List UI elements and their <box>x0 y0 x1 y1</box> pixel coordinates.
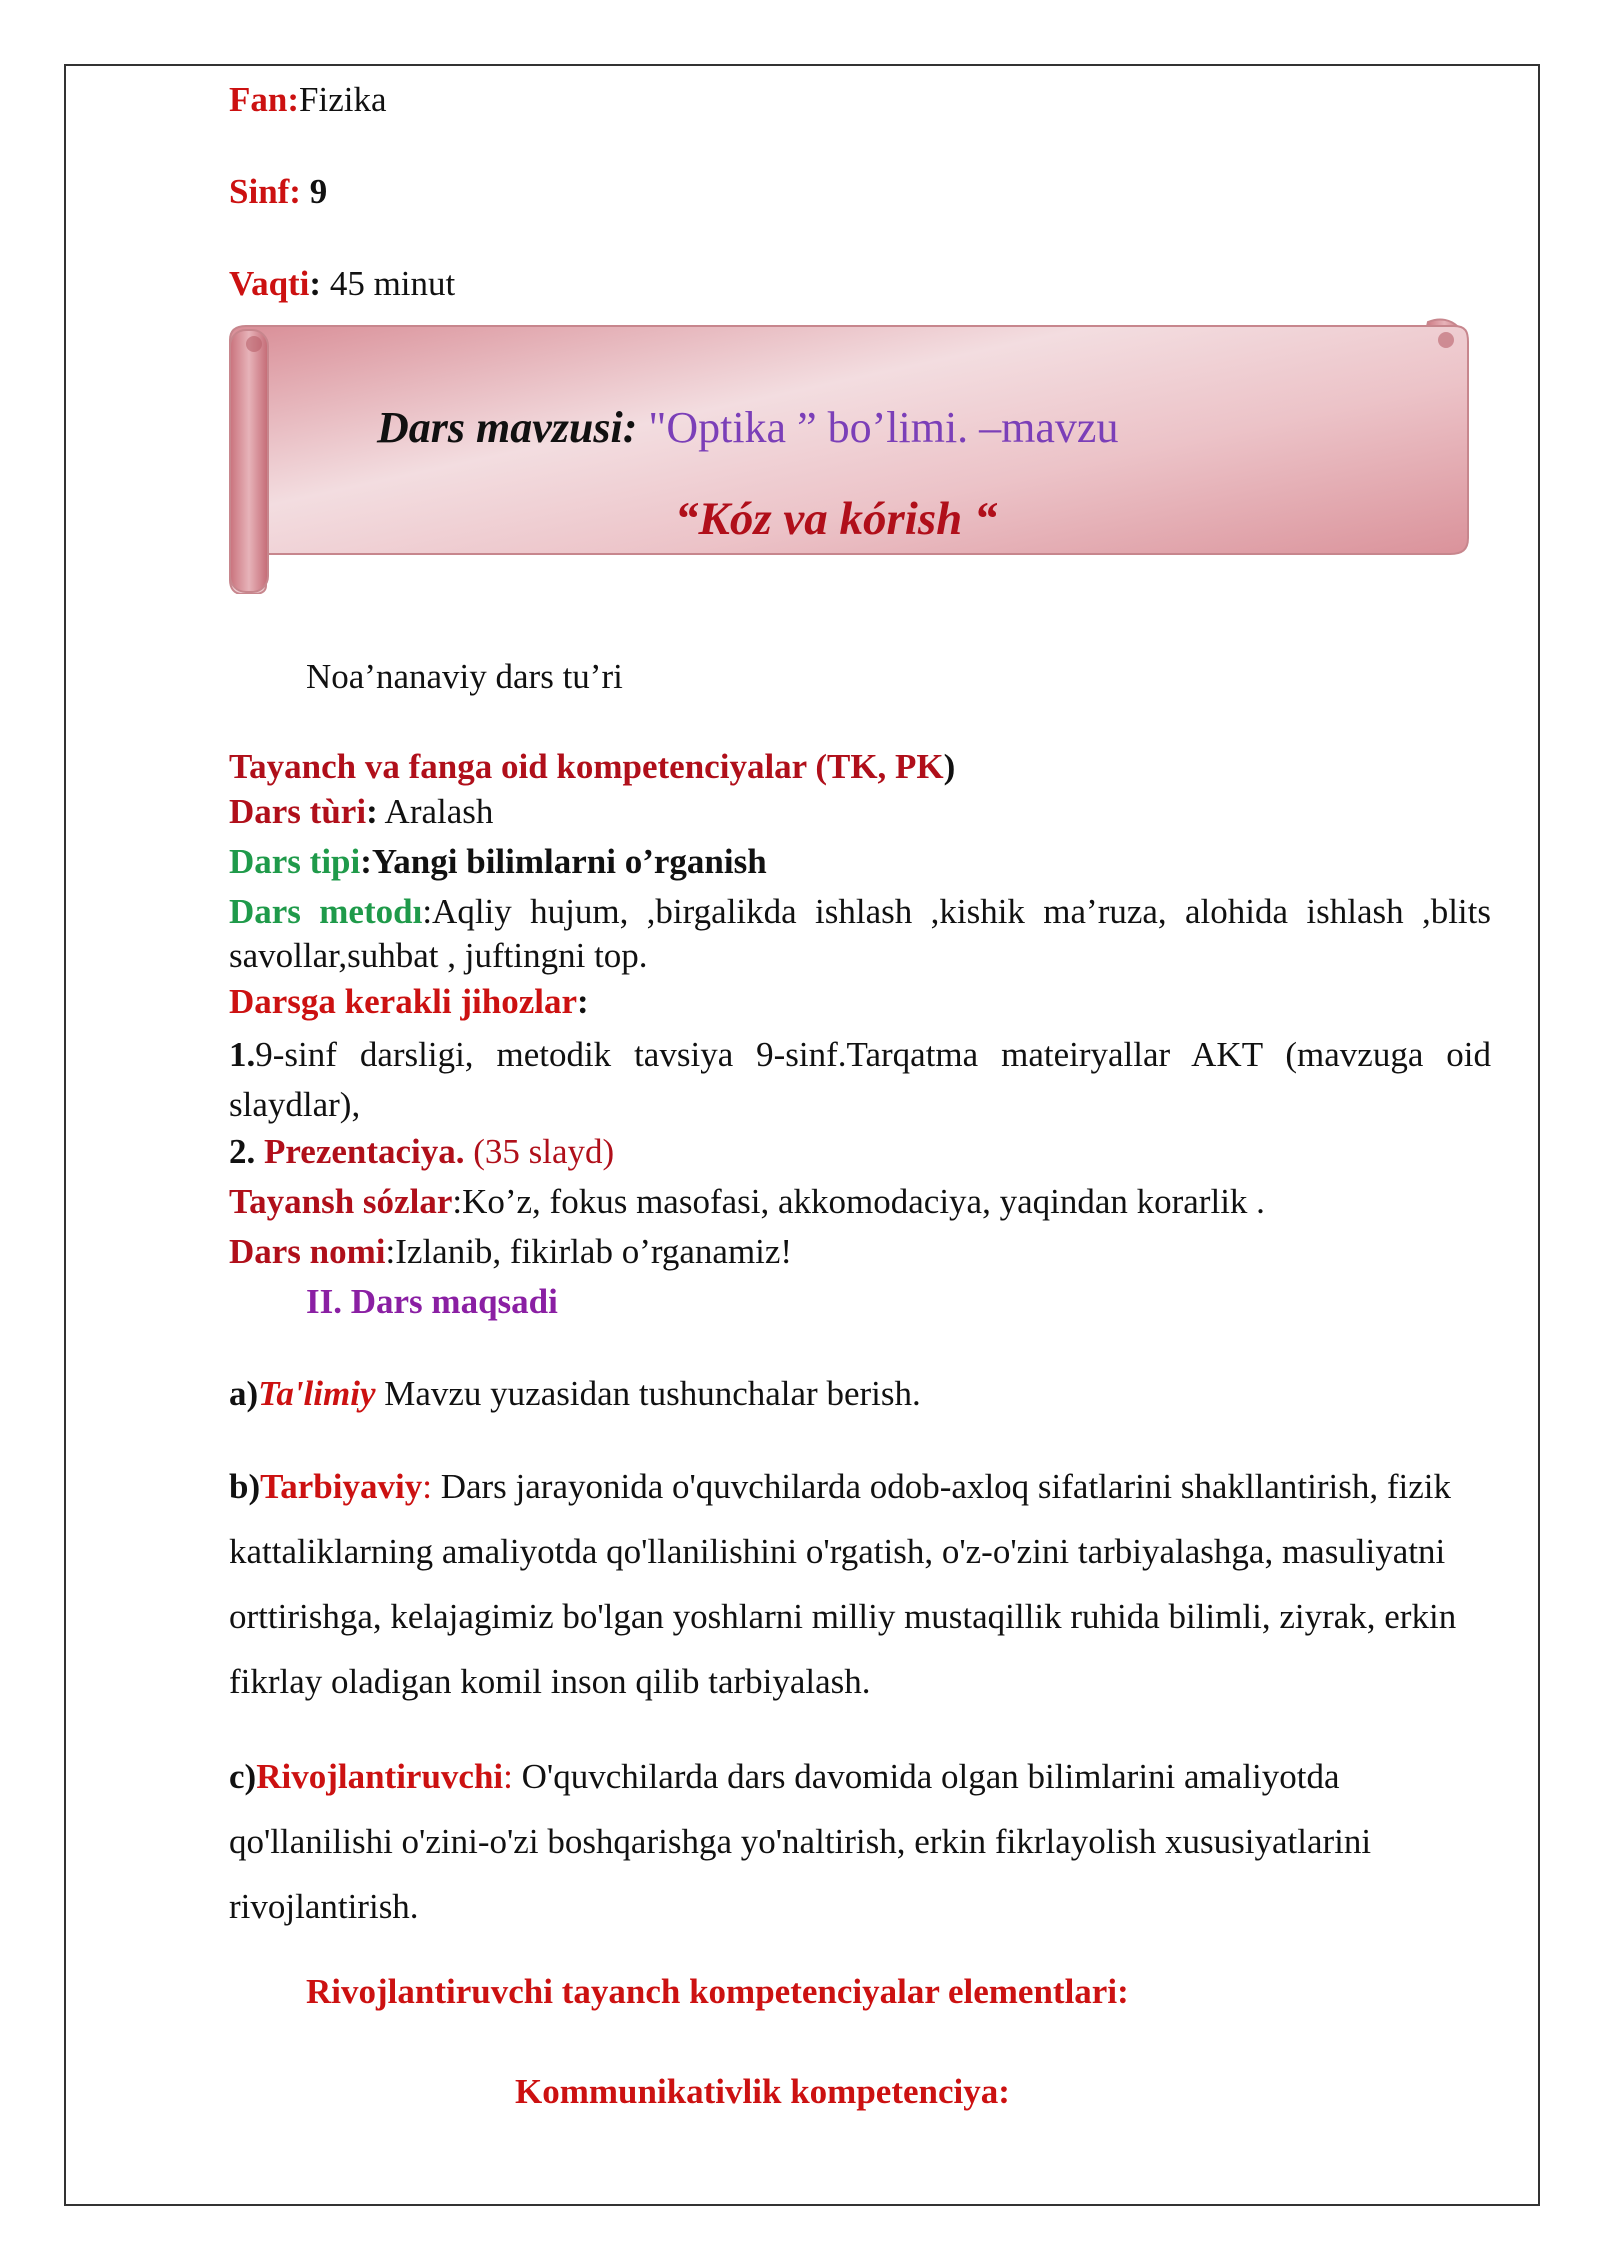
jihozlar-line <box>229 980 589 1024</box>
goal-b <box>229 1454 1491 1714</box>
key-words-label: Tayansh sózlar <box>229 1182 453 1221</box>
lesson-subtitle: “Kóz va kórish “ <box>675 493 998 542</box>
duration-colon: : <box>309 264 322 303</box>
duration-line <box>229 262 455 306</box>
subject-label: Fan: <box>229 80 299 119</box>
item2-number: 2. <box>229 1132 264 1171</box>
goal-c-prefix: c) <box>229 1757 257 1796</box>
competencies-heading <box>229 745 955 789</box>
goal-c-label: Rivojlantiruvchi <box>256 1757 504 1796</box>
dars-turi-line <box>229 790 493 834</box>
goal-a-prefix: a) <box>229 1374 259 1413</box>
dars-turi-colon: : <box>366 792 378 831</box>
item2-text: (35 slayd) <box>464 1132 615 1171</box>
key-words-value: :Ko’z, fokus masofasi, akkomodaciya, yaqindan korarlik . <box>452 1182 1265 1221</box>
scroll-right-knob <box>1438 332 1454 348</box>
lesson-name-label: Dars nomi <box>229 1232 386 1271</box>
item1-number: 1. <box>229 1035 256 1074</box>
dars-turi-label: Dars tùri <box>229 792 367 831</box>
topic-text: "Optika ” bo’limi. –mavzu <box>648 403 1119 452</box>
goal-b-prefix: b) <box>229 1467 261 1506</box>
jihozlar-label: Darsga kerakli jihozlar <box>229 982 578 1021</box>
dars-turi-value: Aralash <box>377 792 494 831</box>
jihozlar-colon: : <box>577 982 589 1021</box>
subject-line <box>229 78 386 122</box>
dars-tipi-value: :Yangi bilimlarni o’rganish <box>360 842 767 881</box>
goal-b-text: Dars jarayonida o'quvchilarda odob-axloq sifatlarini shakllantirish, fizik kattaliklarning amaliyotda qo'llanilishini o'rgatish, o'z-o'zini tarbiyalashga, masuliyatni orttirishga, kelajagimiz bo'lgan yoshlarni milliy mustaqillik ruhida bilimli, ziyrak, erkin fikrlay oladigan komil inson qilib tarbiyalash. <box>229 1467 1457 1701</box>
duration-value: 45 minut <box>329 264 456 303</box>
dars-tipi-line <box>229 840 767 884</box>
grade-label: Sinf: <box>229 172 301 211</box>
goal-c-text: O'quvchilarda dars davomida olgan bilimlarini amaliyotda qo'llanilishi o'zini-o'zi boshqarishga yo'naltirish, erkin fikrlayolish xususiyatlarini rivojlantirish. <box>229 1757 1372 1926</box>
item2-label: Prezentaciya. <box>264 1132 465 1171</box>
competencies-heading-text: Tayanch va fanga oid kompetenciyalar (TK, PK <box>229 747 944 786</box>
lesson-name-line <box>229 1230 792 1274</box>
dars-tipi-label: Dars tipi <box>229 842 361 881</box>
goal-a-text: Mavzu yuzasidan tushunchalar berish. <box>375 1374 921 1413</box>
topic-label: Dars mavzusi: <box>377 403 638 452</box>
title-scroll-banner <box>228 318 1470 594</box>
goal-c <box>229 1744 1491 1939</box>
goal-b-colon: : <box>422 1467 432 1506</box>
lesson-type-note: Noa’nanaviy dars tu’ri <box>306 657 623 696</box>
scroll-left-knob <box>246 336 262 352</box>
goal-a-label: Ta'limiy <box>258 1374 376 1413</box>
competency-elements-heading: Rivojlantiruvchi tayanch kompetenciyalar elementlari: <box>306 1972 1129 2011</box>
item1-text: 9-sinf darsligi, metodik tavsiya 9-sinf.Tarqatma mateiryallar AKT (mavzuga oid slaydlar), <box>229 1035 1491 1124</box>
competencies-heading-close: ) <box>943 747 956 786</box>
duration-label: Vaqti <box>229 264 310 303</box>
key-words-line <box>229 1180 1265 1224</box>
subject-value: Fizika <box>299 80 387 119</box>
goal-a <box>229 1372 921 1416</box>
grade-line <box>229 170 327 214</box>
equipment-item-1 <box>229 1030 1491 1130</box>
goal-b-label: Tarbiyaviy <box>260 1467 423 1506</box>
equipment-item-2 <box>229 1130 614 1174</box>
dars-metodi-paragraph <box>229 890 1491 978</box>
grade-value: 9 <box>309 172 328 211</box>
goal-c-colon: : <box>503 1757 513 1796</box>
lesson-goals-heading: II. Dars maqsadi <box>306 1282 558 1321</box>
dars-metodi-value: :Aqliy hujum, ,birgalikda ishlash ,kishik ma’ruza, alohida ishlash ,blits savollar,suhbat , juftingni top. <box>229 892 1491 975</box>
dars-metodi-label: Dars metodı <box>229 892 423 931</box>
communicative-competency-heading: Kommunikativlik kompetenciya: <box>515 2072 1010 2111</box>
scroll-body <box>230 326 1468 594</box>
lesson-topic <box>377 400 1118 456</box>
lesson-name-value: :Izlanib, fikirlab o’rganamiz! <box>385 1232 793 1271</box>
scroll-left-roll <box>230 330 268 592</box>
